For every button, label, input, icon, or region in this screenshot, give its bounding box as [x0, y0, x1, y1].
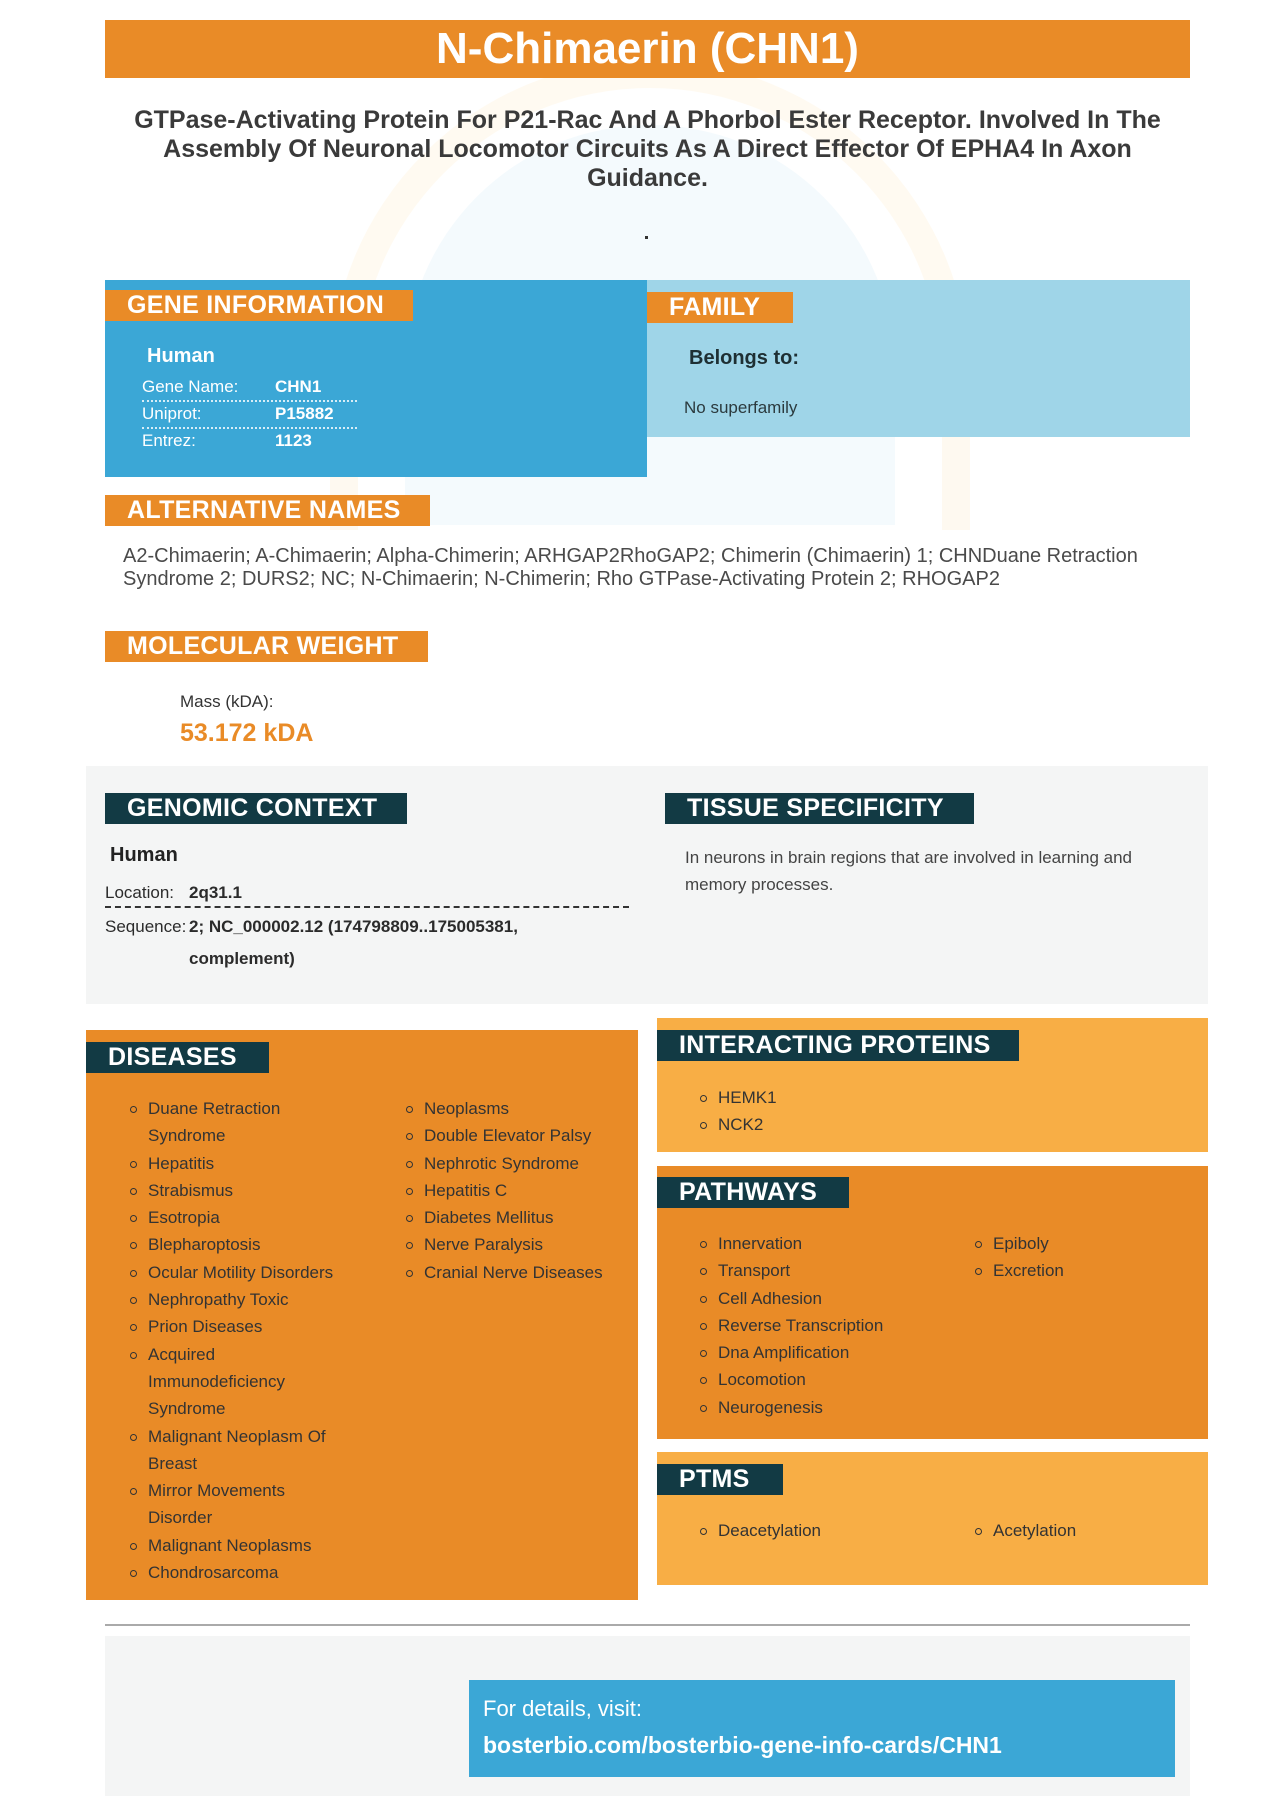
list-item: Excretion: [975, 1257, 1175, 1284]
superfamily-value: No superfamily: [684, 398, 798, 417]
list-item: NCK2: [700, 1111, 1000, 1138]
interacting-proteins-panel: [657, 1018, 1208, 1152]
list-item: Locomotion: [700, 1366, 960, 1393]
list-item: Esotropia: [130, 1204, 345, 1231]
list-item: Innervation: [700, 1230, 960, 1257]
location-value: 2q31.1: [189, 883, 242, 902]
molecular-weight-heading: MOLECULAR WEIGHT: [105, 631, 428, 662]
list-item: Nephropathy Toxic: [130, 1286, 345, 1313]
gene-name-label: Gene Name:: [142, 377, 239, 396]
mass-value: 53.172 kDA: [180, 719, 314, 747]
list-item: Neoplasms: [406, 1095, 636, 1122]
entrez-value: 1123: [275, 431, 312, 450]
diseases-heading: DISEASES: [86, 1042, 269, 1073]
diseases-panel: [86, 1030, 638, 1600]
tissue-specificity-heading: TISSUE SPECIFICITY: [665, 793, 974, 824]
entrez-row: [142, 427, 357, 454]
list-item: Acetylation: [975, 1517, 1175, 1544]
family-panel: [647, 280, 1190, 437]
list-item: Malignant Neoplasms: [130, 1532, 345, 1559]
mass-label: Mass (kDA):: [180, 692, 274, 711]
list-item: Deacetylation: [700, 1517, 900, 1544]
uniprot-label: Uniprot:: [142, 404, 202, 423]
belongs-to-label: Belongs to:: [689, 347, 799, 369]
list-item: Hepatitis: [130, 1150, 345, 1177]
list-item: Cell Adhesion: [700, 1285, 960, 1312]
list-item: Cranial Nerve Diseases: [406, 1259, 636, 1286]
list-item: Blepharoptosis: [130, 1231, 345, 1258]
diseases-list-col1: [130, 1095, 345, 1586]
uniprot-row: [142, 400, 357, 429]
page-title: N-Chimaerin (CHN1): [105, 20, 1190, 78]
details-label: For details, visit:: [483, 1696, 642, 1721]
pathways-list-col2: [975, 1230, 1175, 1285]
pathways-list-col1: [700, 1230, 960, 1421]
separator-dot: [645, 236, 648, 239]
list-item: HEMK1: [700, 1084, 1000, 1111]
list-item: Chondrosarcoma: [130, 1559, 345, 1586]
list-item: Double Elevator Palsy: [406, 1122, 636, 1149]
ptms-list-col2: [975, 1517, 1175, 1544]
interacting-proteins-list: [700, 1084, 1000, 1139]
genomic-species: Human: [110, 844, 178, 866]
details-url-link[interactable]: bosterbio.com/bosterbio-gene-info-cards/CHN1: [483, 1732, 1002, 1758]
page-subtitle: GTPase-Activating Protein For P21-Rac And A Phorbol Ester Receptor. Involved In The Assembly Of Neuronal Locomotor Circuits As A Direct Effector Of EPHA4 In Axon Guidance.: [134, 106, 1161, 192]
list-item: Reverse Transcription: [700, 1312, 960, 1339]
pathways-panel: [657, 1166, 1208, 1439]
details-link-box[interactable]: [469, 1680, 1175, 1777]
tissue-specificity-text: In neurons in brain regions that are involved in learning and memory processes.: [685, 848, 1133, 894]
location-label: Location:: [105, 883, 174, 902]
sequence-value: 2; NC_000002.12 (174798809..175005381, complement): [189, 917, 518, 968]
list-item: Dna Amplification: [700, 1339, 960, 1366]
alternative-names-text: A2-Chimaerin; A-Chimaerin; Alpha-Chimerin; ARHGAP2RhoGAP2; Chimerin (Chimaerin) 1; CHNDuane Retraction Syndrome 2; DURS2; NC; N-Chimaerin; N-Chimerin; Rho GTPase-Activating Protein 2; RHOGAP2: [123, 545, 1138, 590]
genomic-context-heading: GENOMIC CONTEXT: [105, 793, 407, 824]
list-item: Hepatitis C: [406, 1177, 636, 1204]
gene-name-value: CHN1: [275, 377, 322, 396]
list-item: Acquired Immunodeficiency Syndrome: [130, 1341, 345, 1423]
alternative-names-heading: ALTERNATIVE NAMES: [105, 495, 430, 526]
location-row: [105, 878, 629, 908]
list-item: Neurogenesis: [700, 1394, 960, 1421]
diseases-list-col2: [406, 1095, 636, 1286]
sequence-label: Sequence:: [105, 917, 187, 936]
list-item: Strabismus: [130, 1177, 345, 1204]
list-item: Prion Diseases: [130, 1313, 345, 1340]
footer-divider: [105, 1624, 1190, 1626]
gene-species: Human: [147, 345, 215, 367]
uniprot-value: P15882: [275, 404, 334, 423]
gene-information-heading: GENE INFORMATION: [105, 290, 413, 321]
ptms-list-col1: [700, 1517, 900, 1544]
ptms-heading: PTMS: [657, 1464, 783, 1495]
pathways-heading: PATHWAYS: [657, 1177, 849, 1208]
list-item: Transport: [700, 1257, 960, 1284]
list-item: Duane Retraction Syndrome: [130, 1095, 345, 1150]
ptms-panel: [657, 1452, 1208, 1585]
gene-information-panel: [105, 280, 647, 477]
list-item: Nephrotic Syndrome: [406, 1150, 636, 1177]
list-item: Diabetes Mellitus: [406, 1204, 636, 1231]
interacting-proteins-heading: INTERACTING PROTEINS: [657, 1030, 1019, 1061]
list-item: Malignant Neoplasm Of Breast: [130, 1423, 345, 1478]
genomic-context-panel: [86, 766, 1208, 1004]
list-item: Nerve Paralysis: [406, 1231, 636, 1258]
gene-name-row: [142, 373, 357, 402]
family-heading: FAMILY: [647, 292, 793, 323]
entrez-label: Entrez:: [142, 431, 196, 450]
list-item: Ocular Motility Disorders: [130, 1259, 345, 1286]
list-item: Mirror Movements Disorder: [130, 1477, 345, 1532]
list-item: Epiboly: [975, 1230, 1175, 1257]
